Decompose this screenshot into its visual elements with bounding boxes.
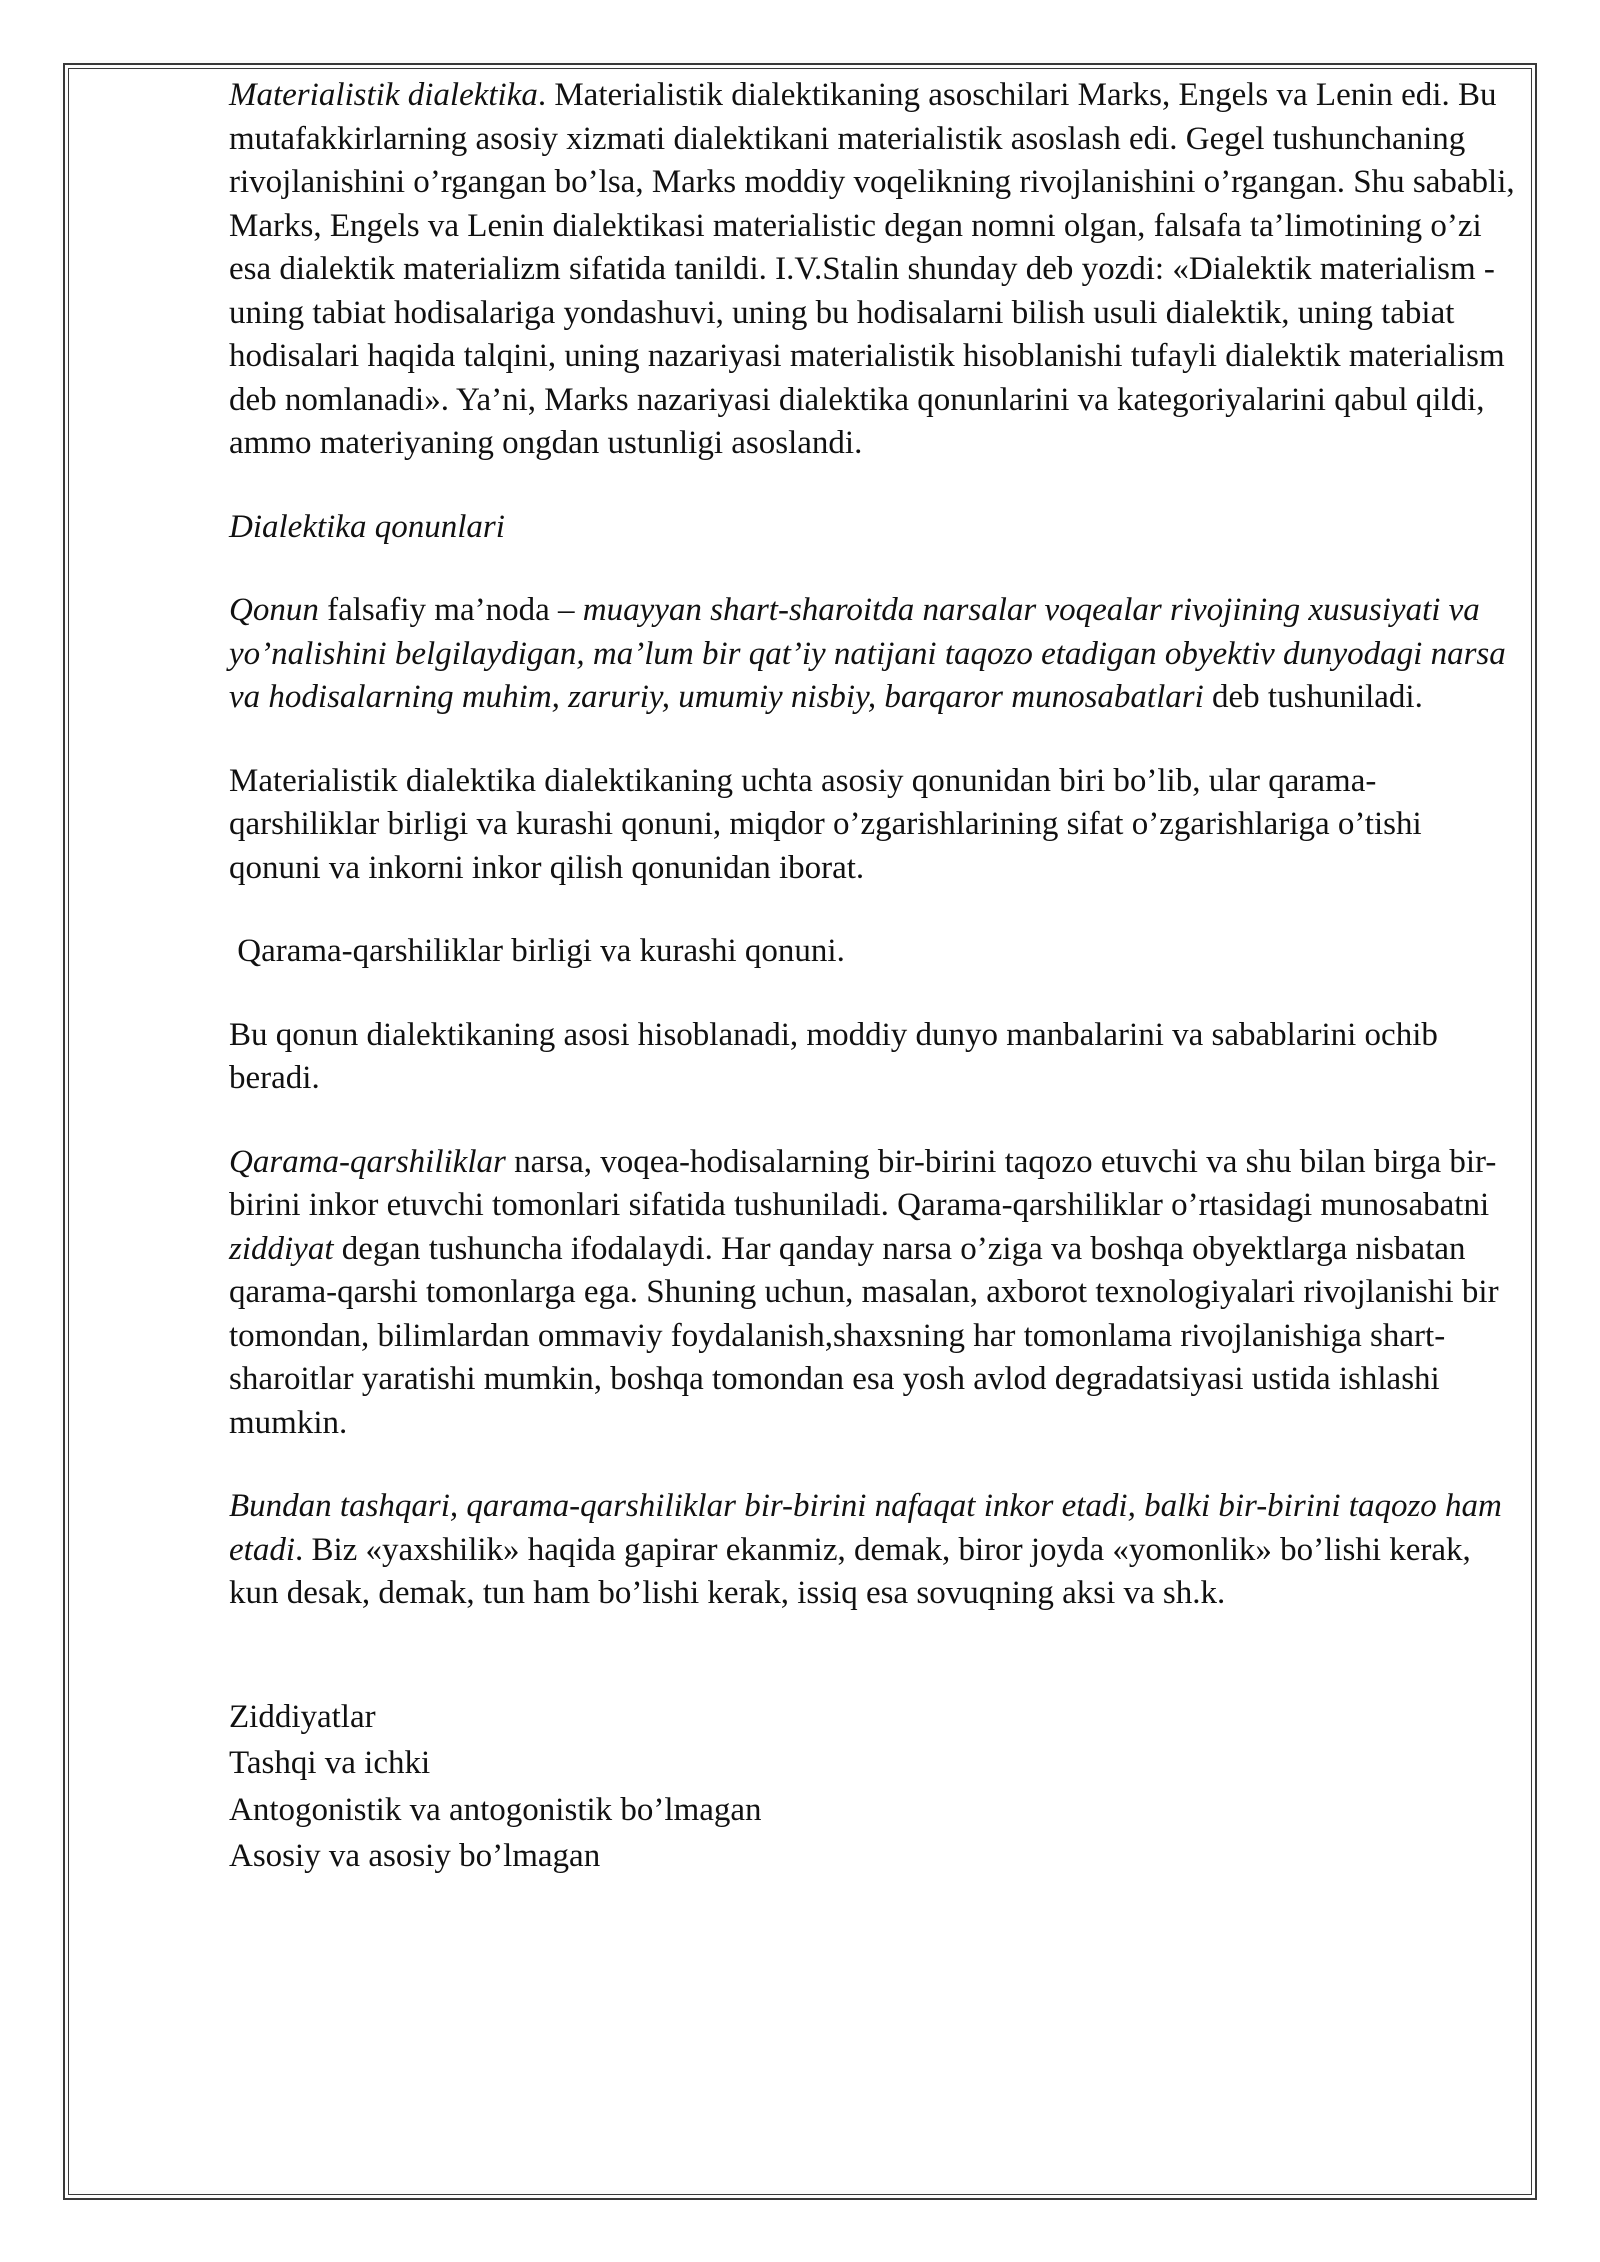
paragraph-text: falsafiy ma’noda – <box>318 592 583 628</box>
list-item: Asosiy va asosiy bo’lmagan <box>229 1838 601 1874</box>
paragraph-text: . Materialistik dialektikaning asoschilari Marks, Engels va Lenin edi. Bu mutafakkirlarning asosiy xizmati dialektikani materialistik asoslash edi. Gegel tushunchaning rivojlanishini o’rgangan bo’lsa, Marks moddiy voqelikning rivojlanishini o’rgangan. Shu sababli, Marks, Engels va Lenin dialektikasi materialistic degan nomni olgan, falsafa ta’limotining o’zi esa dialektik materializm sifatida tanildi. I.V.Stalin shunday deb yozdi: «Dialektik materialism - uning tabiat hodisalariga yondashuvi, uning bu hodisalarni bilish usuli dialektik, uning tabiat hodisalari haqida talqini, uning nazariyasi materialistik hisoblanishi tufayli dialektik materialism deb nomlanadi». Ya’ni, Marks nazariyasi dialektika qonunlarini va kategoriyalarini qabul qildi, ammo materiyaning ongdan ustunligi asoslandi. <box>229 77 1515 461</box>
list-item: Ziddiyatlar <box>229 1698 376 1735</box>
term-qarama-qarshiliklar: Qarama-qarshiliklar <box>229 1143 506 1180</box>
paragraph-materialistik-dialektika <box>229 74 1519 466</box>
ziddiyatlar-list <box>229 1694 1519 1880</box>
paragraph-law-title: Qarama-qarshiliklar birligi va kurashi qonuni. <box>229 933 845 969</box>
document-body <box>229 74 1519 1880</box>
paragraph-text: deb tushuniladi. <box>1203 679 1423 715</box>
paragraph-text: narsa, voqea-hodisalarning bir-birini taqozo etuvchi va shu bilan birga bir-birini inkor etuvchi tomonlari sifatida tushuniladi. Qarama-qarshiliklar o’rtasidagi munosabatni <box>229 1143 1497 1223</box>
term-qonun: Qonun <box>229 592 319 628</box>
paragraph-text: degan tushuncha ifodalaydi. Har qanday narsa o’ziga va boshqa obyektlarga nisbatan qarama-qarshi tomonlarga ega. Shuning uchun, masalan, axborot texnologiyalari rivojlanishi bir tomondan, bilimlardan ommaviy foydalanish,shaxsning har tomonlama rivojlanishiga shart-sharoitlar yaratishi mumkin, boshqa tomondan esa yosh avlod degradatsiyasi ustida ishlashi mumkin. <box>229 1230 1499 1441</box>
paragraph-qonun-definition <box>229 589 1519 720</box>
definition-text: muayyan shart-sharoitda narsalar voqealar rivojining xususiyati va yo’nalishini belgilaydigan, ma’lum bir qat’iy natijani taqozo etadigan obyektiv dunyodagi narsa va hodisalarning muhim, zaruriy, umumiy nisbiy, barqaror munosabatlari <box>229 592 1506 715</box>
heading-dialektika-qonunlari: Dialektika qonunlari <box>229 508 505 545</box>
term-ziddiyat: ziddiyat <box>229 1230 334 1267</box>
list-item: Tashqi va ichki <box>229 1745 431 1781</box>
paragraph-three-laws: Materialistik dialektika dialektikaning uchta asosiy qonunidan biri bo’lib, ular qarama-qarshiliklar birligi va kurashi qonuni, miqdor o’zgarishlarining sifat o’zgarishlariga o’tishi qonuni va inkorni inkor qilish qonunidan iborat. <box>229 762 1422 886</box>
paragraph-text: . Biz «yaxshilik» haqida gapirar ekanmiz, demak, biror joyda «yomonlik» bo’lishi kerak, kun desak, demak, tun ham bo’lishi kerak, issiq esa sovuqning aksi va sh.k. <box>229 1531 1471 1611</box>
emphasis-text: Bundan tashqari, qarama-qarshiliklar bir-birini nafaqat inkor etadi, balki bir-birini taqozo ham etadi <box>229 1488 1502 1568</box>
term-materialistik-dialektika: Materialistik dialektika <box>229 77 538 113</box>
list-item: Antogonistik va antogonistik bo’lmagan <box>229 1791 762 1828</box>
paragraph-qarama-qarshiliklar <box>229 1141 1519 1446</box>
paragraph-law-basis: Bu qonun dialektikaning asosi hisoblanadi, moddiy dunyo manbalarini va sabablarini ochib beradi. <box>229 1016 1438 1096</box>
paragraph-bundan-tashqari <box>229 1485 1519 1616</box>
section-heading <box>229 506 1519 550</box>
